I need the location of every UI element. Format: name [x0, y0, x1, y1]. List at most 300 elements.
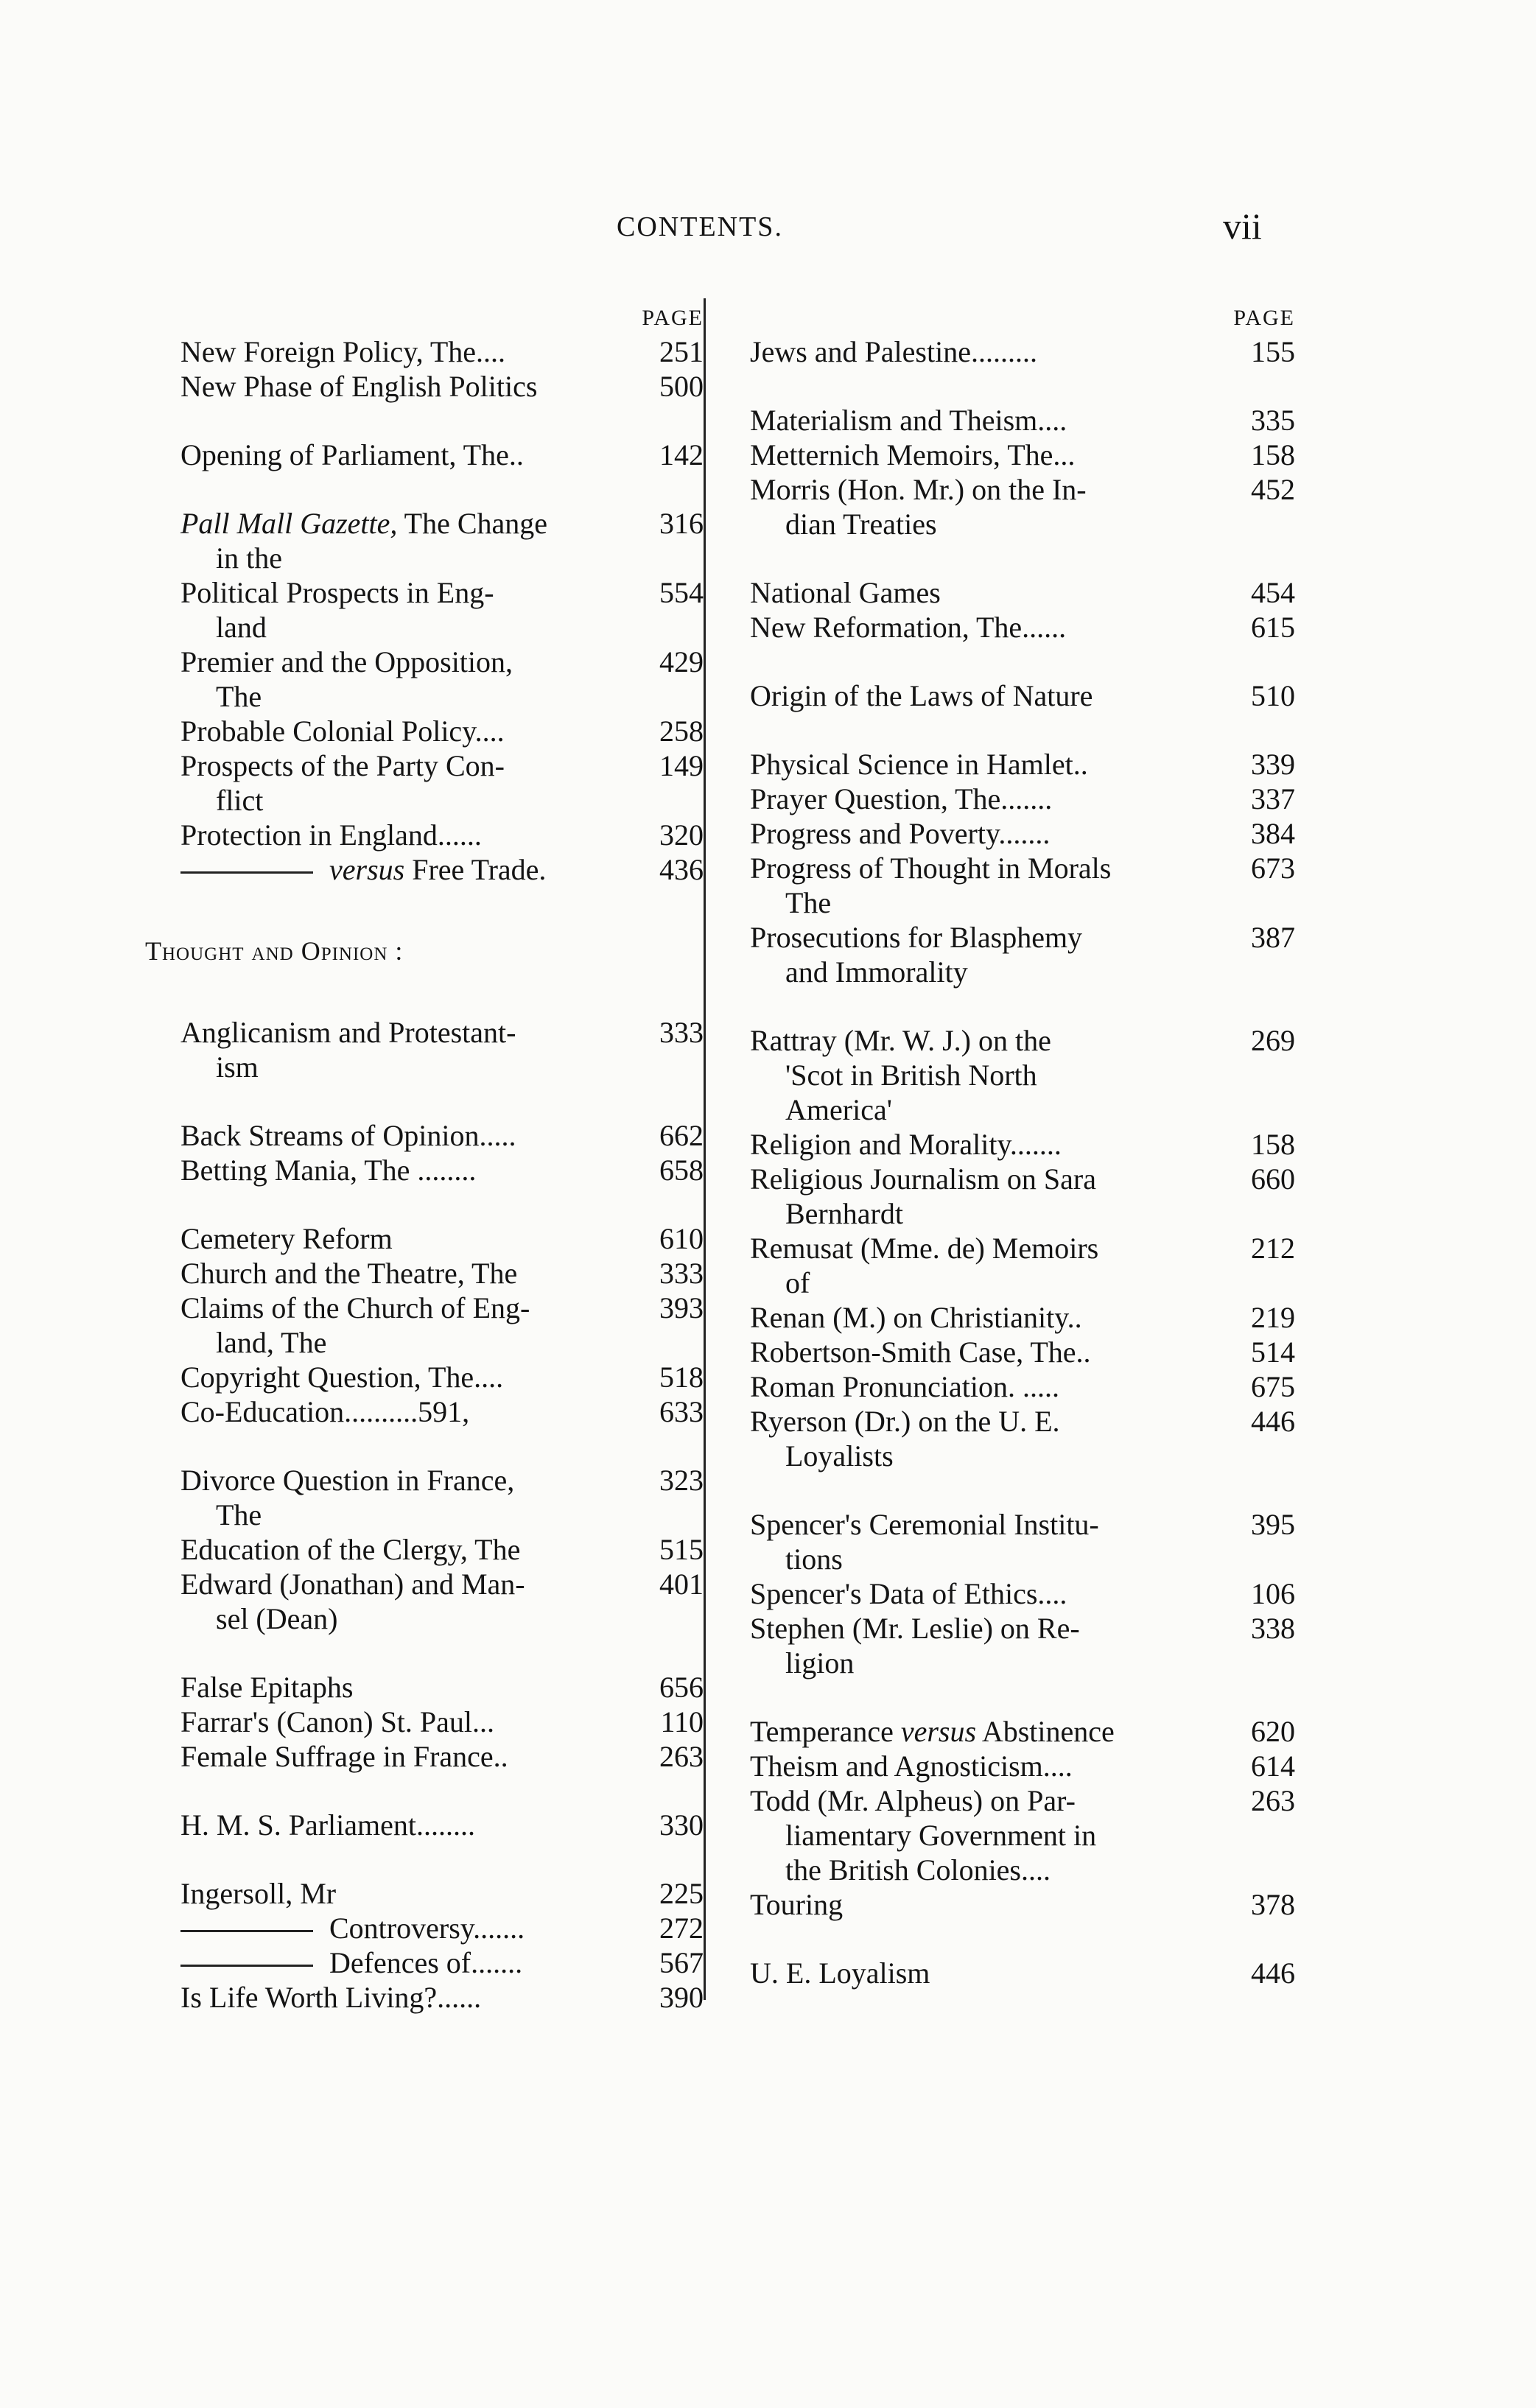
entry-page-number: 387 [1251, 921, 1295, 954]
entry-group [180, 1015, 704, 1084]
contents-entry [180, 1463, 704, 1532]
entry-text: Bernhardt [785, 1197, 903, 1230]
entry-text: Touring [750, 1888, 844, 1921]
entry-page-number: 142 [659, 438, 704, 471]
entry-line: Progress of Thought in Morals [750, 852, 1112, 885]
entry-line [180, 334, 640, 369]
entry-line-text [216, 1498, 262, 1531]
entry-page-number: 330 [659, 1808, 704, 1842]
entry-line-text [180, 1361, 503, 1394]
entry-title [180, 1567, 640, 1636]
contents-entry [180, 1945, 704, 1980]
entry-line-text [180, 1740, 508, 1773]
entry-title [750, 851, 1232, 920]
entry-text: Co-Education..........591, [180, 1395, 470, 1428]
entry-page-number: 633 [659, 1395, 704, 1428]
entry-line-text [216, 611, 267, 644]
entry-title [180, 506, 640, 575]
entry-text: Copyright Question, The.... [180, 1361, 504, 1394]
entry-page-number: 446 [1251, 1956, 1295, 1990]
contents-entry [750, 1783, 1295, 1887]
italic-word: versus [900, 1715, 977, 1748]
contents-entry [750, 334, 1295, 369]
entry-text: America' [785, 1093, 892, 1126]
entry-line: Stephen (Mr. Leslie) on Re- [750, 1612, 1080, 1645]
entry-line-text [180, 1808, 475, 1842]
entry-line-text [750, 1128, 1062, 1161]
contents-entry [750, 1369, 1295, 1404]
entry-line: Anglicanism and Protestant- [180, 1016, 516, 1049]
entry-line: Edward (Jonathan) and Man- [180, 1568, 525, 1601]
entry-title [180, 1394, 640, 1429]
contents-entry [180, 575, 704, 645]
entry-title [180, 1256, 640, 1291]
contents-entry [750, 851, 1295, 920]
entry-line [180, 1153, 640, 1187]
contents-entry [180, 714, 704, 748]
entry-text: Roman Pronunciation. ..... [750, 1370, 1059, 1403]
entry-page-number: 269 [1251, 1024, 1295, 1057]
entry-page-number: 554 [659, 576, 704, 609]
contents-entry [180, 1739, 704, 1774]
entry-line-text [180, 1257, 517, 1290]
entry-title [750, 610, 1232, 645]
entry-line-text [750, 782, 1052, 815]
entry-line [180, 1256, 640, 1291]
entry-line-text [216, 1602, 337, 1635]
entry-line-text [750, 1715, 1115, 1748]
entry-title [180, 1360, 640, 1394]
entry-group [180, 334, 704, 404]
entry-page-number: 219 [1251, 1301, 1295, 1334]
entry-line [750, 1335, 1232, 1369]
entry-title [180, 1739, 640, 1774]
entry-page-number: 212 [1251, 1232, 1295, 1265]
entry-line: Pall Mall Gazette, The Change [180, 507, 548, 540]
entry-line [750, 575, 1232, 610]
entry-line-text [216, 1326, 326, 1359]
entry-line [750, 1542, 1232, 1576]
entry-line [750, 1887, 1232, 1922]
group-spacer [750, 369, 1295, 403]
entry-text: Is Life Worth Living?...... [180, 1981, 482, 2014]
entry-line: Remusat (Mme. de) Memoirs [750, 1232, 1099, 1265]
entry-title [180, 1118, 640, 1153]
entry-line: Prosecutions for Blasphemy [750, 921, 1083, 954]
contents-entry [180, 645, 704, 714]
entry-line-text [180, 1395, 469, 1428]
entry-line [750, 1369, 1232, 1404]
entry-line-text [750, 1370, 1059, 1403]
entry-title [750, 1369, 1232, 1404]
entry-line-text [180, 1533, 520, 1566]
entry-line [750, 782, 1232, 816]
contents-entry [750, 1335, 1295, 1369]
entry-group [180, 1463, 704, 1636]
entry-line-text [750, 611, 1066, 644]
entry-page-number: 660 [1251, 1162, 1295, 1196]
entry-group [750, 1507, 1295, 1680]
entry-line: Political Prospects in Eng- [180, 576, 494, 609]
entry-line-text [785, 1542, 843, 1576]
entry-title [750, 334, 1232, 369]
entry-page-number: 446 [1251, 1405, 1295, 1438]
entry-text: Materialism and Theism.... [750, 404, 1067, 437]
entry-line [180, 818, 640, 852]
entry-text: Protection in England...... [180, 818, 482, 852]
entry-line-text [216, 541, 282, 575]
entry-text: Religion and Morality....... [750, 1128, 1062, 1161]
contents-entry [750, 1023, 1295, 1127]
entry-line-text [750, 679, 1093, 712]
entry-line [180, 1532, 640, 1567]
entry-page-number: 610 [659, 1222, 704, 1255]
entry-title [180, 334, 640, 369]
contents-entry [750, 1162, 1295, 1231]
contents-entry [750, 438, 1295, 472]
entry-text: Temperance versus Abstinence [750, 1715, 1115, 1748]
entry-text: land [216, 611, 267, 644]
group-spacer [750, 645, 1295, 678]
contents-entry [750, 1611, 1295, 1680]
entry-text: Farrar's (Canon) St. Paul... [180, 1705, 495, 1738]
entry-line-text [785, 1197, 903, 1230]
entry-line [180, 438, 640, 472]
entry-line: Todd (Mr. Alpheus) on Par- [750, 1784, 1076, 1817]
group-spacer [180, 1636, 704, 1670]
entry-text: Theism and Agnosticism.... [750, 1749, 1073, 1783]
entry-line [180, 1221, 640, 1256]
column-divider [704, 298, 706, 2000]
entry-line: Prospects of the Party Con- [180, 749, 505, 782]
contents-entry [180, 369, 704, 404]
entry-page-number: 378 [1251, 1888, 1295, 1921]
entry-line [750, 1646, 1232, 1680]
contents-entry [750, 1404, 1295, 1473]
entry-line-text [750, 748, 1088, 781]
ditto-dash [180, 871, 313, 874]
contents-entry [750, 920, 1295, 989]
entry-text: H. M. S. Parliament........ [180, 1808, 475, 1842]
entry-title [180, 1463, 640, 1532]
entry-page-number: 675 [1251, 1370, 1295, 1403]
entry-text: U. E. Loyalism [750, 1956, 930, 1990]
entry-line: Premier and the Opposition, [180, 645, 513, 678]
entry-line [750, 816, 1232, 851]
entry-page-number: 452 [1251, 473, 1295, 506]
entry-title [180, 369, 640, 404]
entry-text: Education of the Clergy, The [180, 1533, 521, 1566]
entry-text: Betting Mania, The ........ [180, 1154, 477, 1187]
entry-line-text [750, 576, 941, 609]
group-spacer [750, 989, 1295, 1023]
entry-text: Renan (M.) on Christianity.. [750, 1301, 1082, 1334]
group-spacer [180, 404, 704, 438]
entry-text: New Phase of English Politics [180, 370, 538, 403]
entry-title [180, 438, 640, 472]
contents-entry [750, 472, 1295, 541]
contents-entry [750, 782, 1295, 816]
entry-line-text [180, 853, 546, 886]
entry-line [180, 1911, 640, 1945]
entry-line [180, 1360, 640, 1394]
entry-title [180, 575, 640, 645]
entry-page-number: 106 [1251, 1577, 1295, 1610]
contents-entry [180, 1256, 704, 1291]
contents-entry [180, 1876, 704, 1911]
entry-title [180, 1876, 640, 1911]
entry-title [750, 1127, 1232, 1162]
entry-page-number: 515 [659, 1533, 704, 1566]
entry-title [750, 1749, 1232, 1783]
entry-text: Controversy....... [329, 1912, 525, 1945]
entry-page-number: 149 [659, 749, 704, 782]
entry-group [750, 747, 1295, 989]
entry-title [180, 1153, 640, 1187]
entry-line-text [750, 817, 1050, 850]
entry-text: versus Free Trade. [329, 853, 547, 886]
contents-entry [180, 506, 704, 575]
entry-text: of [785, 1266, 810, 1299]
entry-text: and Immorality [785, 955, 968, 989]
entry-title [180, 1221, 640, 1256]
entry-line [750, 334, 1232, 369]
entry-title [750, 1023, 1232, 1127]
entry-text: Opening of Parliament, The.. [180, 438, 524, 471]
entry-page-number: 158 [1251, 438, 1295, 471]
entry-page-number: 620 [1251, 1715, 1295, 1748]
entry-line [180, 1876, 640, 1911]
entry-line [750, 403, 1232, 438]
entry-line [750, 1300, 1232, 1335]
entry-page-number: 155 [1251, 335, 1295, 368]
entry-text: The [216, 680, 262, 713]
entry-page-number: 225 [659, 1877, 704, 1910]
entry-line-text [785, 1093, 892, 1126]
entry-line [750, 507, 1232, 541]
entry-title [750, 1300, 1232, 1335]
group-spacer [750, 713, 1295, 747]
entry-text: Female Suffrage in France.. [180, 1740, 508, 1773]
entry-title [180, 1670, 640, 1705]
entry-line-text [785, 508, 937, 541]
contents-entry [180, 1567, 704, 1636]
entry-text: the British Colonies.... [785, 1853, 1051, 1886]
group-spacer [180, 1842, 704, 1876]
entry-page-number: 338 [1251, 1612, 1295, 1645]
entry-text: dian Treaties [785, 508, 937, 541]
entry-line [750, 438, 1232, 472]
entry-title [180, 645, 640, 714]
entry-page-number: 258 [659, 715, 704, 748]
entry-line: Spencer's Ceremonial Institu- [750, 1508, 1099, 1541]
entry-title [750, 1162, 1232, 1231]
entry-text: Defences of....... [329, 1946, 523, 1979]
entry-text: sel (Dean) [216, 1602, 338, 1635]
running-head [0, 206, 1536, 255]
entry-text: The [216, 1498, 262, 1531]
contents-entry [180, 852, 704, 887]
entry-line [750, 1127, 1232, 1162]
entry-line [180, 1808, 640, 1842]
entry-line: Rattray (Mr. W. J.) on the [750, 1024, 1051, 1057]
entry-title [750, 1335, 1232, 1369]
group-spacer [180, 472, 704, 506]
contents-entry [180, 1808, 704, 1842]
entry-line [180, 1050, 640, 1084]
contents-entry [750, 575, 1295, 610]
contents-entry [180, 1705, 704, 1739]
page-column-label: PAGE [1233, 306, 1295, 330]
contents-column-left [145, 302, 704, 2015]
entry-line [180, 1670, 640, 1705]
contents-entry [750, 1300, 1295, 1335]
entry-page-number: 614 [1251, 1749, 1295, 1783]
entry-group [180, 506, 704, 887]
entry-line-text [750, 1335, 1091, 1369]
entry-text: New Foreign Policy, The.... [180, 335, 506, 368]
contents-entry [750, 816, 1295, 851]
entry-page-number: 518 [659, 1361, 704, 1394]
entry-line-text [750, 1301, 1082, 1334]
entry-line [750, 610, 1232, 645]
entry-title [750, 1576, 1232, 1611]
entry-text: Back Streams of Opinion..... [180, 1119, 516, 1152]
entry-page-number: 339 [1251, 748, 1295, 781]
entry-title [750, 782, 1232, 816]
entry-title [180, 818, 640, 852]
entry-line: 'Scot in British North [785, 1059, 1037, 1092]
entry-line-text [180, 1981, 481, 2014]
entry-line-text [785, 1439, 894, 1472]
entry-line [180, 783, 640, 818]
entry-line: Ryerson (Dr.) on the U. E. [750, 1405, 1060, 1438]
group-spacer [750, 1473, 1295, 1507]
entry-page-number: 454 [1251, 576, 1295, 609]
entry-page-number: 662 [659, 1119, 704, 1152]
contents-entry [180, 1394, 704, 1429]
group-spacer [750, 1922, 1295, 1956]
contents-column-right [750, 302, 1295, 1990]
entry-title [750, 1231, 1232, 1300]
entry-page-number: 263 [659, 1740, 704, 1773]
entry-line-text [180, 1671, 353, 1704]
entry-line: Claims of the Church of Eng- [180, 1291, 530, 1324]
entry-page-number: 429 [659, 645, 704, 678]
entry-line [180, 1394, 640, 1429]
entry-line-text [180, 438, 524, 471]
entry-line [750, 955, 1232, 989]
entry-line [180, 1498, 640, 1532]
entry-title [180, 852, 640, 887]
entry-text: Progress and Poverty....... [750, 817, 1051, 850]
entry-group [180, 438, 704, 472]
entry-title [750, 438, 1232, 472]
entry-page-number: 384 [1251, 817, 1295, 850]
italic-word: versus [329, 853, 405, 886]
entry-line-text [216, 680, 262, 713]
entry-title [750, 472, 1232, 541]
entry-title [180, 1980, 640, 2015]
entry-line-text [180, 715, 505, 748]
ditto-dash [180, 1930, 313, 1932]
entry-line-text [785, 1646, 854, 1679]
entry-title [180, 1945, 640, 1980]
entry-line [750, 1439, 1232, 1473]
group-spacer [180, 1429, 704, 1463]
entry-page-number: 323 [659, 1464, 704, 1497]
group-spacer [180, 1774, 704, 1808]
contents-entry [750, 610, 1295, 645]
entry-line [180, 541, 640, 575]
entry-title [180, 748, 640, 818]
entry-title [750, 678, 1232, 713]
entry-text: Jews and Palestine......... [750, 335, 1037, 368]
entry-page-number: 395 [1251, 1508, 1295, 1541]
entry-line-text [750, 335, 1037, 368]
entry-group [750, 403, 1295, 541]
entry-text: tions [785, 1542, 843, 1576]
contents-entry [180, 818, 704, 852]
contents-entry [750, 1956, 1295, 1990]
entry-title [750, 403, 1232, 438]
group-spacer [180, 887, 704, 913]
entry-group [180, 1670, 704, 1774]
entry-text: ligion [785, 1646, 855, 1679]
entry-line [750, 1576, 1232, 1611]
page-column-label: PAGE [642, 306, 704, 330]
entry-text: Spencer's Data of Ethics.... [750, 1577, 1067, 1610]
entry-text: flict [216, 784, 264, 817]
section-heading: Thought and Opinion : [145, 936, 404, 966]
entry-page-number: 320 [659, 818, 704, 852]
entry-line: Divorce Question in France, [180, 1464, 515, 1497]
group-spacer [750, 541, 1295, 575]
entry-page-number: 333 [659, 1257, 704, 1290]
entry-line [180, 1980, 640, 2015]
entry-line-text [785, 1853, 1051, 1886]
entry-title [750, 1714, 1232, 1749]
entry-text: New Reformation, The...... [750, 611, 1067, 644]
contents-entry [750, 678, 1295, 713]
entry-line-text [180, 1154, 476, 1187]
entry-line-text [750, 404, 1067, 437]
entry-group [750, 1956, 1295, 1990]
page-number: vii [1223, 206, 1262, 247]
contents-entry [180, 1532, 704, 1567]
entry-title [180, 1015, 640, 1084]
entry-page-number: 673 [1251, 852, 1295, 885]
entry-title [180, 1808, 640, 1842]
entry-line-text [180, 1119, 516, 1152]
entry-line-text [180, 818, 482, 852]
entry-text: land, The [216, 1326, 327, 1359]
entry-page-number: 510 [1251, 679, 1295, 712]
group-spacer [750, 1680, 1295, 1714]
entry-group [180, 1808, 704, 1842]
entry-line [750, 678, 1232, 713]
contents-entry [180, 1153, 704, 1187]
entry-line-text [785, 1266, 810, 1299]
entry-page-number: 393 [659, 1291, 704, 1324]
entry-title [750, 747, 1232, 782]
entry-line: liamentary Government in [785, 1819, 1097, 1852]
entry-group [750, 1023, 1295, 1473]
entry-line-text [180, 1946, 522, 1979]
contents-entry [180, 334, 704, 369]
entry-text: False Epitaphs [180, 1671, 354, 1704]
entry-line [750, 1266, 1232, 1300]
